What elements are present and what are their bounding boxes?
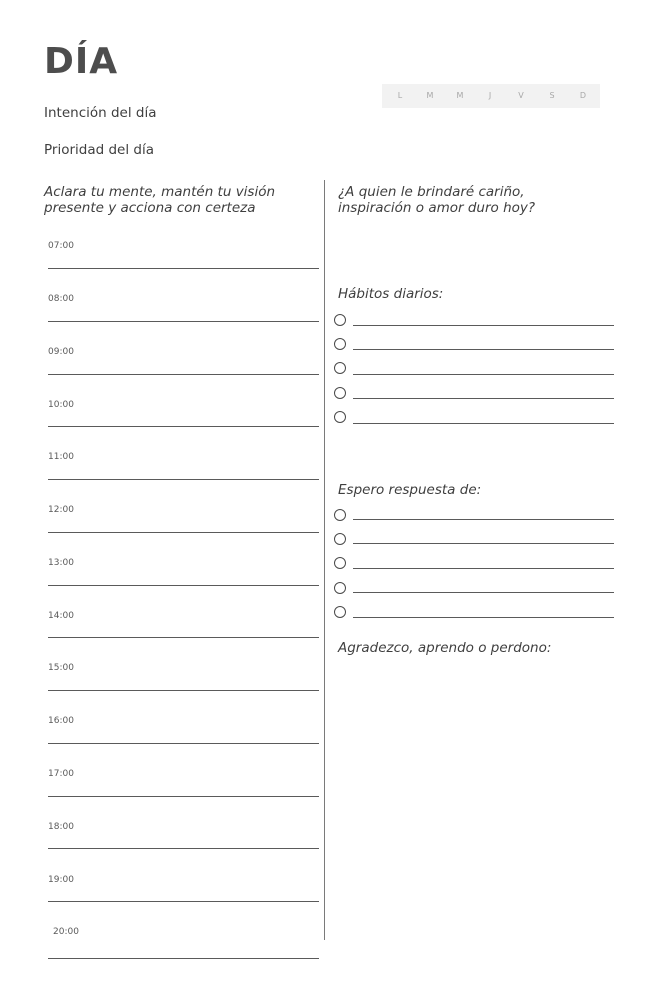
time-label: 16:00 — [48, 716, 74, 726]
intention-label: Intención del día — [44, 105, 157, 121]
right-prompt-line2: inspiración o amor duro hoy? — [338, 200, 536, 216]
time-label: 07:00 — [48, 241, 74, 251]
habit-checkbox[interactable] — [334, 338, 346, 350]
time-slot-line[interactable] — [48, 268, 319, 269]
weekday-martes[interactable]: M — [426, 91, 434, 100]
weekday-lunes[interactable]: L — [397, 91, 403, 100]
awaiting-checkbox[interactable] — [334, 509, 346, 521]
weekday-jueves[interactable]: J — [488, 91, 492, 100]
awaiting-line[interactable] — [353, 519, 614, 520]
time-label: 19:00 — [48, 875, 74, 885]
habit-checkbox[interactable] — [334, 411, 346, 423]
time-label: 14:00 — [48, 611, 74, 621]
column-divider — [324, 180, 325, 940]
weekday-selector — [382, 84, 600, 108]
time-label: 09:00 — [48, 347, 74, 357]
time-label: 08:00 — [48, 294, 74, 304]
awaiting-heading: Espero respuesta de: — [338, 482, 482, 498]
time-slot-line[interactable] — [48, 585, 319, 586]
weekday-viernes[interactable]: V — [518, 91, 524, 100]
weekday-domingo[interactable]: D — [579, 91, 587, 100]
habit-line[interactable] — [353, 374, 614, 375]
awaiting-line[interactable] — [353, 543, 614, 544]
awaiting-line[interactable] — [353, 617, 614, 618]
habit-checkbox[interactable] — [334, 362, 346, 374]
time-slot-line[interactable] — [48, 479, 319, 480]
habits-heading: Hábitos diarios: — [338, 286, 444, 302]
time-label: 13:00 — [48, 558, 74, 568]
habit-line[interactable] — [353, 325, 614, 326]
time-slot-line[interactable] — [48, 958, 319, 959]
time-slot-line[interactable] — [48, 848, 319, 849]
right-prompt — [338, 184, 535, 216]
time-label: 18:00 — [48, 822, 74, 832]
awaiting-checkbox[interactable] — [334, 533, 346, 545]
awaiting-checkbox[interactable] — [334, 582, 346, 594]
time-slot-line[interactable] — [48, 532, 319, 533]
time-label: 11:00 — [48, 452, 74, 462]
time-slot-line[interactable] — [48, 321, 319, 322]
time-slot-line[interactable] — [48, 426, 319, 427]
awaiting-line[interactable] — [353, 568, 614, 569]
habit-checkbox[interactable] — [334, 314, 346, 326]
time-slot-line[interactable] — [48, 901, 319, 902]
time-label: 12:00 — [48, 505, 74, 515]
time-slot-line[interactable] — [48, 690, 319, 691]
left-prompt — [44, 184, 275, 216]
awaiting-checkbox[interactable] — [334, 606, 346, 618]
time-label: 10:00 — [48, 400, 74, 410]
gratitude-heading: Agradezco, aprendo o perdono: — [338, 640, 552, 656]
time-label: 15:00 — [48, 663, 74, 673]
left-prompt-line2: presente y acciona con certeza — [44, 200, 256, 216]
habit-line[interactable] — [353, 423, 614, 424]
weekday-sabado[interactable]: S — [549, 91, 555, 100]
page-title: DÍA — [44, 41, 119, 82]
awaiting-checkbox[interactable] — [334, 557, 346, 569]
weekday-miercoles[interactable]: M — [456, 91, 464, 100]
habit-checkbox[interactable] — [334, 387, 346, 399]
priority-label: Prioridad del día — [44, 142, 154, 158]
left-prompt-line1: Aclara tu mente, mantén tu visión — [44, 184, 276, 200]
time-slot-line[interactable] — [48, 374, 319, 375]
right-prompt-line1: ¿A quien le brindaré cariño, — [338, 184, 525, 200]
time-label: 17:00 — [48, 769, 74, 779]
time-label: 20:00 — [53, 927, 79, 937]
habit-line[interactable] — [353, 398, 614, 399]
awaiting-line[interactable] — [353, 592, 614, 593]
time-slot-line[interactable] — [48, 637, 319, 638]
habit-line[interactable] — [353, 349, 614, 350]
time-slot-line[interactable] — [48, 796, 319, 797]
time-slot-line[interactable] — [48, 743, 319, 744]
